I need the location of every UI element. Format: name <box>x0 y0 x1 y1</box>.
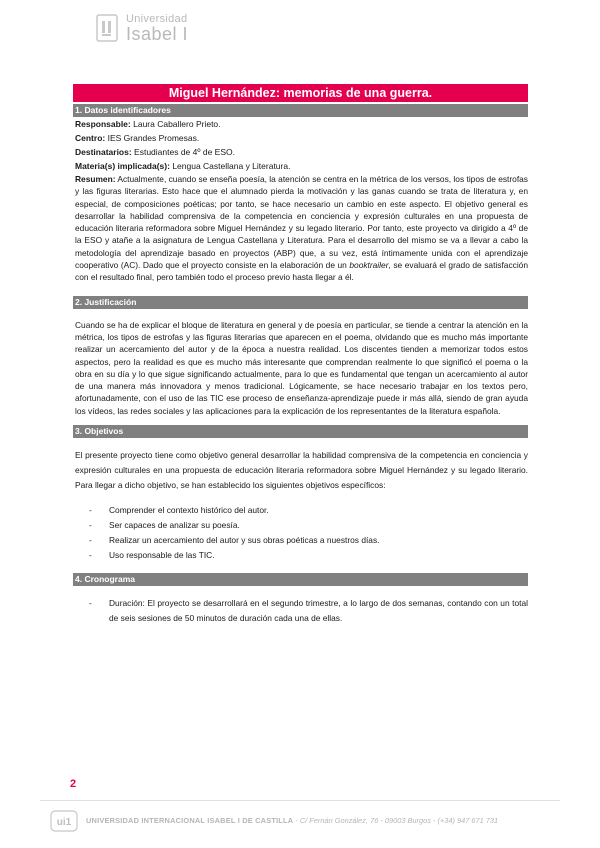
meta-value: Laura Caballero Prieto. <box>130 119 221 129</box>
meta-value: Lengua Castellana y Literatura. <box>169 161 291 171</box>
section-heading-objetivos: 3. Objetivos <box>73 425 528 438</box>
section-heading-justificacion: 2. Justificación <box>73 296 528 309</box>
objetivos-paragraph: El presente proyecto tiene como objetivo general desarrollar la habilidad comprensiva de la competencia en conciencia y expresión culturales en una propuesta de educación literaria reformadora sobre Miguel Hernández y su legado literario. Para llegar a dicho objetivo, se han establecido los siguientes objetivos específicos: <box>75 450 528 491</box>
resumen-text-2: , se evaluará el grado de satisfacción con el resultado final, pero también todo el proceso previo hasta llegar a él. <box>75 260 528 283</box>
meta-label: Centro: <box>75 133 106 143</box>
section-heading-cronograma: 4. Cronograma <box>73 573 528 586</box>
resumen-text-1: Actualmente, cuando se enseña poesía, la atención se centra en la métrica de los versos, los tipos de estrofas y las figuras literarias. Esto hace que el alumnado pierda la motivación y las ganas cuando se trata de literatura y, en especial, de composiciones poéticas; por tanto, se hace necesario un cambio en este aspecto. El objetivo general es desarrollar la habilidad comprensiva de la competencia en conciencia y expresión culturales en una propuesta de educación literaria reformadora sobre Miguel Hernández y su legado literario. Por tanto, este proyecto va dirigido a 4º de la ESO y atañe a la asignatura de Lengua Castellana y Literatura. Para el desarrollo del mismo se va a llevar a cabo la metodología del aprendizaje basado en proyectos (ABP) que, a su vez, está íntimamente unida con el aprendizaje cooperativo (AC). Dado que el proyecto consiste en la elaboración de un <box>75 174 528 271</box>
meta-value: Estudiantes de 4º de ESO. <box>131 147 235 157</box>
meta-materias <box>75 160 528 173</box>
university-logo <box>96 12 206 46</box>
meta-centro <box>75 132 528 145</box>
page-footer <box>50 810 570 834</box>
footer-logo-text: ui1 <box>56 817 72 828</box>
document-body <box>73 84 528 626</box>
section-heading-datos: 1. Datos identificadores <box>73 104 528 117</box>
resumen-paragraph <box>75 173 528 284</box>
meta-label: Responsable: <box>75 119 131 129</box>
list-item: - Comprender el contexto histórico del autor. <box>89 503 528 518</box>
footer-address: C/ Fernán González, 76 - 09003 Burgos - (+34) 947 671 731 <box>299 816 499 825</box>
document-title: Miguel Hernández: memorias de una guerra. <box>73 84 528 102</box>
meta-label: Destinatarios: <box>75 147 132 157</box>
footer-divider <box>40 800 560 801</box>
footer-logo-icon <box>50 810 78 832</box>
list-item: - Duración: El proyecto se desarrollará en el segundo trimestre, a lo largo de dos semanas, contando con un total de seis sesiones de 50 minutos de duración cada una de ellas. <box>89 596 528 626</box>
page-number: 2 <box>70 778 77 790</box>
list-item: - Realizar un acercamiento del autor y sus obras poéticas a nuestros días. <box>89 533 528 548</box>
footer-institution: UNIVERSIDAD INTERNACIONAL ISABEL I DE CASTILLA <box>86 816 294 825</box>
university-logo-icon <box>96 14 118 42</box>
list-item: - Ser capaces de analizar su poesía. <box>89 518 528 533</box>
justificacion-paragraph: Cuando se ha de explicar el bloque de literatura en general y de poesía en particular, se tiende a centrar la atención en la métrica, los tipos de estrofas y las figuras literarias que aparecen en el poema, olvidando que es mucho más importante realizar un acercamiento del autor y de la época a nuestra realidad. Los discentes tienden a memorizar todos estos aspectos, pero la realidad es que es mucho más interesante que comprendan realmente lo que significó el poema o la obra en su día y lo que sigue significando actualmente, para lo que es fundamental que tengan un acercamiento al autor de una manera más innovadora y menos tradicional. Lógicamente, se hace necesario trabajar en los textos pero, afortunadamente, con el uso de las TIC ese proceso de enseñanza-aprendizaje puede ir más allá, siendo de gran ayuda los vídeos, las redes sociales y las aplicaciones para la explicación de los representantes de la literatura española. <box>75 319 528 416</box>
resumen-label: Resumen: <box>75 174 116 184</box>
meta-destinatarios <box>75 146 528 159</box>
meta-label: Materia(s) implicada(s): <box>75 161 170 171</box>
logo-text-line1: Universidad <box>126 13 188 25</box>
list-item: - Uso responsable de las TIC. <box>89 548 528 563</box>
logo-text-line2: Isabel I <box>126 24 189 44</box>
meta-responsable <box>75 118 528 131</box>
objetivos-list <box>73 503 528 563</box>
footer-separator: - <box>293 816 300 825</box>
cronograma-list <box>73 596 528 626</box>
meta-value: IES Grandes Promesas. <box>105 133 200 143</box>
footer-text <box>86 816 498 825</box>
resumen-italic: booktrailer <box>349 260 389 271</box>
